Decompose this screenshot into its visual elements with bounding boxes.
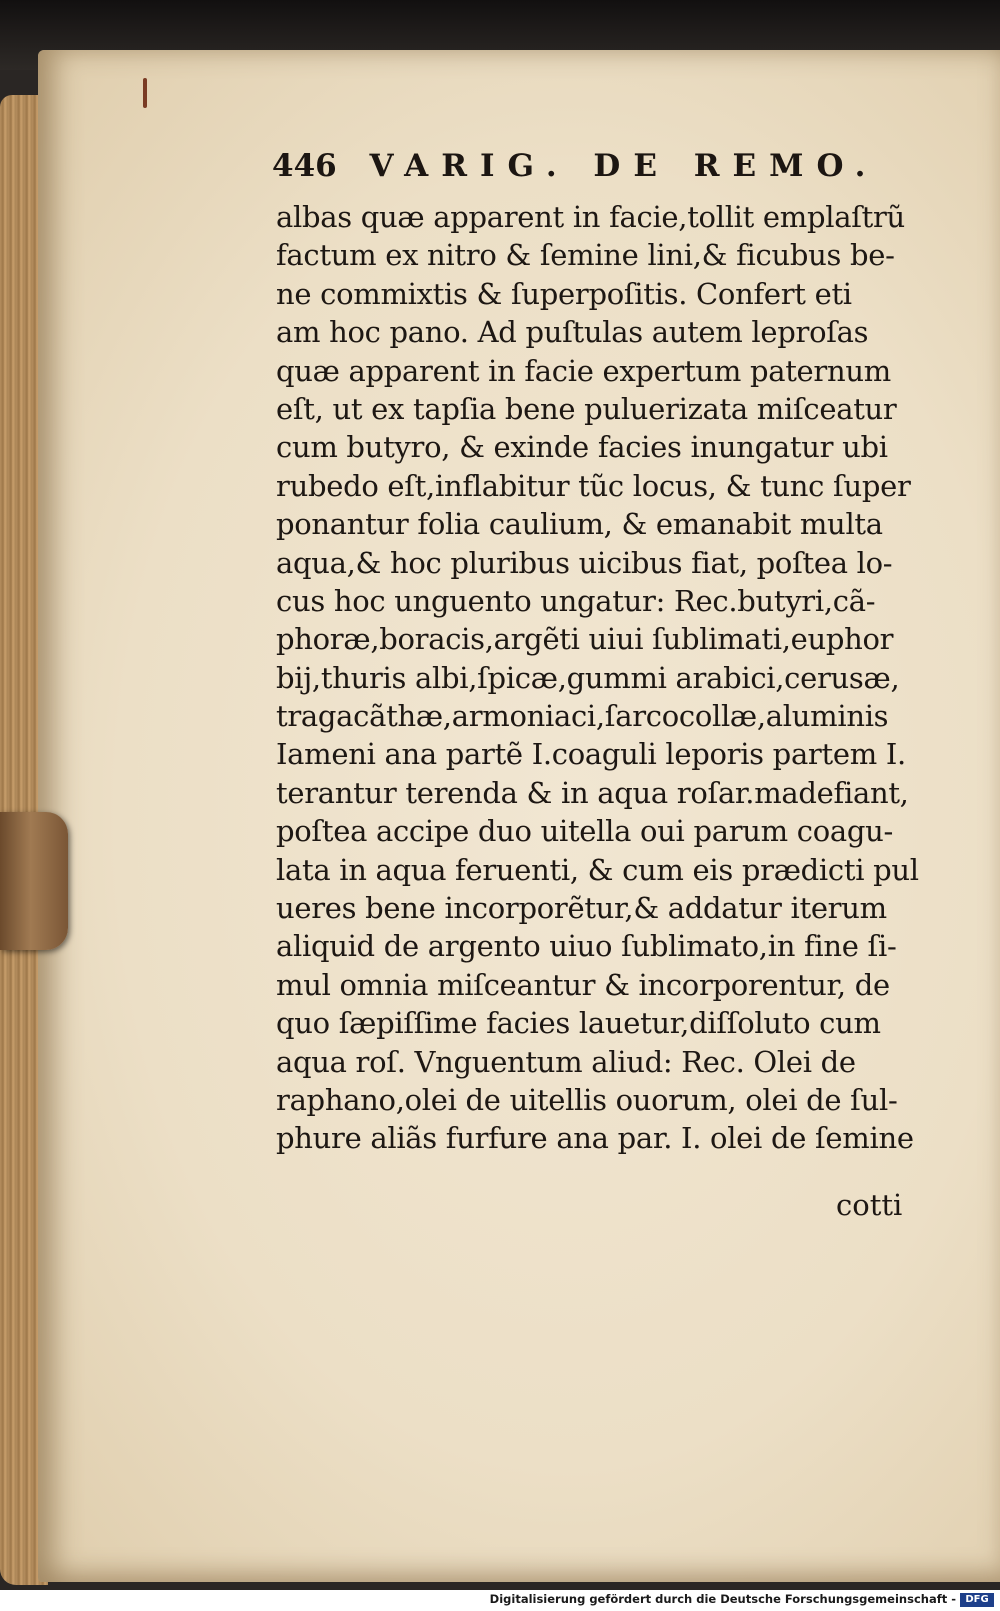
text-line: albas quæ apparent in facie,tollit emplaſtrũ (276, 200, 905, 234)
text-line: factum ex nitro & ſemine lini,& ficubus be- (276, 238, 895, 273)
text-line: aqua roſ. Vnguentum aliud: Rec. Olei de (276, 1044, 856, 1079)
text-line: bij,thuris albi,ſpicæ,gummi arabici,cerusæ, (276, 660, 900, 695)
text-line: eſt, ut ex tapſia bene puluerizata miſceatur (276, 391, 897, 426)
text-line: tragacãthæ,armoniaci,ſarcocollæ,aluminis (276, 699, 889, 734)
text-line: rubedo eſt,inflabitur tũc locus, & tunc ſuper (276, 468, 911, 503)
text-line: lata in aqua feruenti, & cum eis prædicti pul (276, 852, 919, 887)
page-header (272, 148, 892, 184)
text-line: phoræ,boracis,argẽti uiui ſublimati,euphor (276, 622, 894, 657)
margin-mark (143, 78, 147, 108)
text-line: aqua,& hoc pluribus uicibus fiat, poſtea lo- (276, 545, 893, 580)
text-line: phure aliãs furfure ana par. I. olei de ſemine (276, 1121, 914, 1156)
text-line: cum butyro, & exinde facies inungatur ubi (276, 430, 888, 465)
folio-number: 446 (272, 148, 337, 184)
funding-credit: Digitalisierung gefördert durch die Deutsche Forschungsgemeinschaft - (489, 1592, 956, 1606)
text-block (276, 198, 936, 1158)
text-line: ueres bene incorporẽtur,& addatur iterum (276, 891, 887, 926)
book-clasp (0, 812, 68, 950)
text-line: raphano,olei de uitellis ouorum, olei de ſul- (276, 1082, 898, 1117)
text-line: ne commixtis & ſuperpoſitis. Confert eti (276, 276, 852, 311)
dfg-logo: DFG (960, 1593, 994, 1607)
text-line: aliquid de argento uiuo ſublimato,in fine ſi- (276, 929, 897, 964)
running-title: VARIG. DE REMO. (369, 148, 879, 184)
text-line: am hoc pano. Ad puſtulas autem leproſas (276, 315, 869, 350)
text-line: ponantur folia caulium, & emanabit multa (276, 507, 883, 542)
text-line: terantur terenda & in aqua roſar.madefiant, (276, 775, 909, 810)
text-line: poſtea accipe duo uitella oui parum coagu- (276, 814, 893, 849)
text-line: quæ apparent in facie expertum paternum (276, 353, 891, 388)
text-line: cus hoc unguento ungatur: Rec.butyri,cã- (276, 583, 876, 618)
text-line: mul omnia miſceantur & incorporentur, de (276, 967, 890, 1002)
catchword: cotti (836, 1188, 903, 1222)
text-line: Iameni ana partẽ I.coaguli leporis partem I. (276, 737, 906, 772)
footer-bar (0, 1590, 1000, 1611)
text-line: quo ſæpiſſime facies lauetur,diſſoluto cum (276, 1006, 881, 1041)
